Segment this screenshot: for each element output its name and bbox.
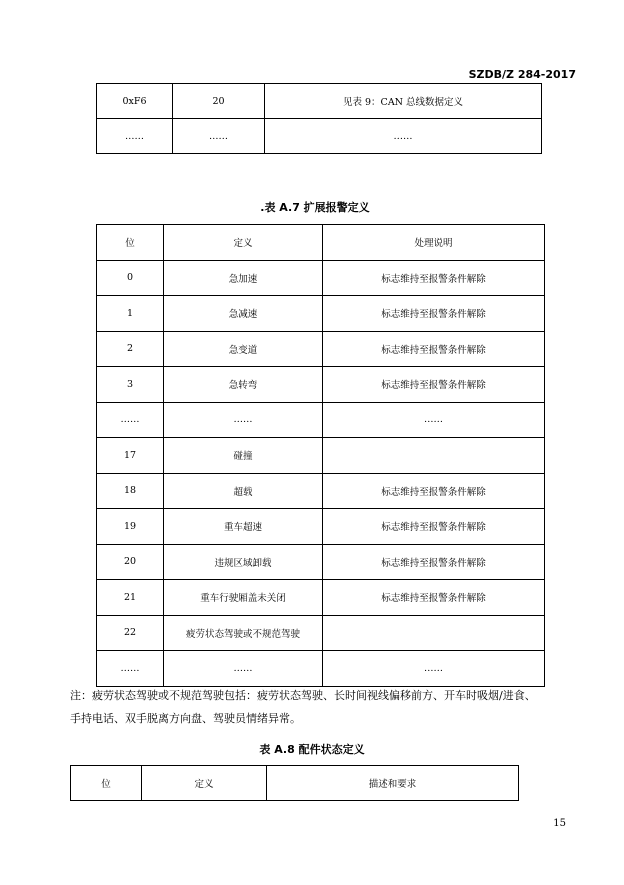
note-line-1: 注：疲劳状态驾驶或不规范驾驶包括：疲劳状态驾驶、长时间视线偏移前方、开车时吸烟/进食、	[70, 689, 536, 702]
table-row	[97, 296, 545, 332]
definition-cell: 急减速	[164, 296, 323, 332]
table-cell: ……	[265, 119, 542, 154]
continued-table	[96, 83, 542, 154]
column-header: 位	[71, 766, 142, 801]
table-row	[97, 473, 545, 509]
definition-cell: 急变道	[164, 331, 323, 367]
table-header-row	[97, 225, 545, 261]
definition-cell: 违规区域卸载	[164, 544, 323, 580]
bit-cell: 21	[97, 580, 164, 616]
definition-cell: 碰撞	[164, 438, 323, 474]
column-header: 处理说明	[323, 225, 545, 261]
table-row	[97, 615, 545, 651]
handling-cell: 标志维持至报警条件解除	[323, 331, 545, 367]
table-row	[97, 119, 542, 154]
handling-cell	[323, 438, 545, 474]
table-header-row	[71, 766, 519, 801]
bit-cell: 20	[97, 544, 164, 580]
column-header: 定义	[142, 766, 267, 801]
bit-cell: 3	[97, 367, 164, 403]
table-row	[97, 580, 545, 616]
bit-cell: 18	[97, 473, 164, 509]
table-cell: 0xF6	[97, 84, 173, 119]
table-row	[97, 544, 545, 580]
table-a7-caption: .表 A.7 扩展报警定义	[260, 201, 370, 214]
note-line-2: 手持电话、双手脱离方向盘、驾驶员情绪异常。	[70, 712, 301, 725]
definition-cell: 重车行驶厢盖未关闭	[164, 580, 323, 616]
table-row	[97, 651, 545, 687]
bit-cell: 22	[97, 615, 164, 651]
table-row	[97, 509, 545, 545]
handling-cell: 标志维持至报警条件解除	[323, 260, 545, 296]
table-row	[97, 260, 545, 296]
bit-cell: 19	[97, 509, 164, 545]
handling-cell: 标志维持至报警条件解除	[323, 509, 545, 545]
table-a8	[70, 765, 519, 801]
table-row	[97, 438, 545, 474]
definition-cell: ……	[164, 651, 323, 687]
column-header: 描述和要求	[267, 766, 519, 801]
column-header: 位	[97, 225, 164, 261]
definition-cell: 超载	[164, 473, 323, 509]
definition-cell: 重车超速	[164, 509, 323, 545]
handling-cell: 标志维持至报警条件解除	[323, 580, 545, 616]
definition-cell: 急转弯	[164, 367, 323, 403]
bit-cell: 1	[97, 296, 164, 332]
handling-cell: 标志维持至报警条件解除	[323, 367, 545, 403]
table-cell: 见表 9：CAN 总线数据定义	[265, 84, 542, 119]
handling-cell	[323, 615, 545, 651]
handling-cell: 标志维持至报警条件解除	[323, 473, 545, 509]
table-a8-caption: 表 A.8 配件状态定义	[259, 743, 365, 756]
definition-cell: 急加速	[164, 260, 323, 296]
handling-cell: 标志维持至报警条件解除	[323, 544, 545, 580]
handling-cell: 标志维持至报警条件解除	[323, 296, 545, 332]
bit-cell: 17	[97, 438, 164, 474]
table-row	[97, 402, 545, 438]
bit-cell: ……	[97, 402, 164, 438]
table-row	[97, 84, 542, 119]
bit-cell: ……	[97, 651, 164, 687]
bit-cell: 2	[97, 331, 164, 367]
document-code: SZDB/Z 284-2017	[468, 68, 576, 81]
page-number: 15	[553, 818, 566, 829]
table-cell: ……	[173, 119, 265, 154]
definition-cell: 疲劳状态驾驶或不规范驾驶	[164, 615, 323, 651]
handling-cell: ……	[323, 402, 545, 438]
table-row	[97, 331, 545, 367]
table-note	[70, 684, 550, 730]
table-row	[97, 367, 545, 403]
column-header: 定义	[164, 225, 323, 261]
handling-cell: ……	[323, 651, 545, 687]
table-cell: ……	[97, 119, 173, 154]
bit-cell: 0	[97, 260, 164, 296]
table-cell: 20	[173, 84, 265, 119]
definition-cell: ……	[164, 402, 323, 438]
table-a7	[96, 224, 545, 687]
